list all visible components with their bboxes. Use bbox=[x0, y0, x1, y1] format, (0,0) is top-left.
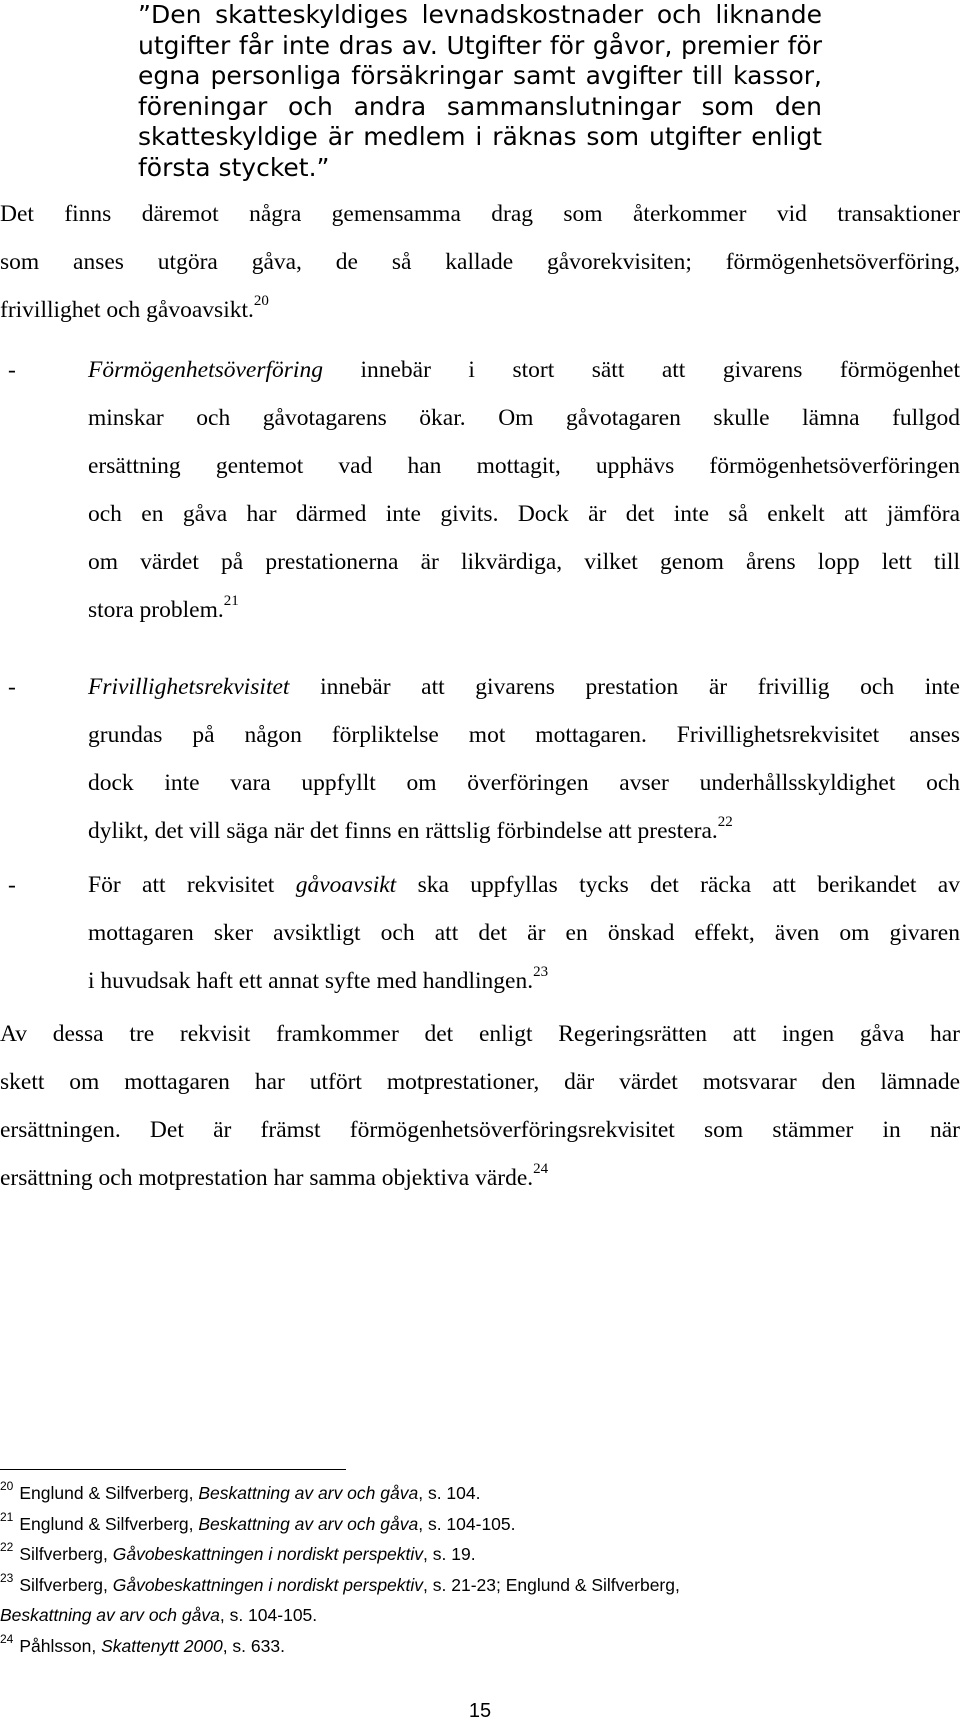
footnote-text: Silfverberg, bbox=[19, 1574, 113, 1595]
paragraph-line: Av dessa tre rekvisit framkommer det enligt Regeringsrätten att ingen gåva har bbox=[0, 1021, 960, 1047]
list-item-line: minskar och gåvotagarens ökar. Om gåvotagaren skulle lämna fullgod bbox=[88, 405, 960, 431]
list-item-line bbox=[88, 957, 960, 1005]
footnote-text: Englund & Silfverberg, bbox=[19, 1483, 199, 1503]
list-item-text: dylikt, det vill säga när det finns en rättslig förbindelse att prestera. bbox=[88, 818, 718, 844]
footnote-item bbox=[0, 1631, 960, 1662]
list-item-text: För att rekvisitet bbox=[88, 872, 296, 898]
list-item-line bbox=[88, 663, 960, 711]
list-item-text: stora problem. bbox=[88, 597, 224, 623]
quote-line: skatteskyldige är medlem i räknas som utgifter enligt bbox=[138, 122, 822, 151]
page-number: 15 bbox=[468, 1700, 492, 1722]
footnote-continuation bbox=[0, 1600, 960, 1631]
footnote-ref: 23 bbox=[533, 964, 549, 980]
list-item-text: ska uppfyllas tycks det räcka att berikandet av bbox=[396, 872, 960, 898]
list-item-line: och en gåva har därmed inte givits. Dock är det inte så enkelt att jämföra bbox=[88, 501, 960, 527]
footnote-text: , s. 104-105. bbox=[219, 1605, 318, 1625]
quote-line: ”Den skatteskyldiges levnadskostnader och liknande bbox=[138, 0, 822, 29]
paragraph-line: som anses utgöra gåva, de så kallade gåvorekvisiten; förmögenhetsöverföring, bbox=[0, 249, 960, 275]
footnote-number: 23 bbox=[0, 1570, 14, 1585]
footnote-text: Påhlsson, bbox=[19, 1635, 102, 1656]
quote-line: utgifter får inte dras av. Utgifter för gåvor, premier för bbox=[138, 30, 822, 60]
list-item-line: mottagaren sker avsiktligt och att det är en önskad effekt, även om givaren bbox=[88, 920, 960, 946]
footnote-item bbox=[0, 1478, 960, 1509]
list-item-line bbox=[88, 861, 960, 909]
list-item-line: grundas på någon förpliktelse mot mottagaren. Frivillighetsrekvisitet anses bbox=[88, 722, 960, 748]
list-item-text: innebär att givarens prestation är frivillig och inte bbox=[289, 674, 960, 700]
list-dash: - bbox=[8, 674, 16, 700]
footnote-text: , s. 104. bbox=[418, 1483, 481, 1503]
list-item-line bbox=[88, 807, 960, 855]
footnote-separator bbox=[0, 1469, 346, 1470]
list-item-line bbox=[88, 586, 960, 634]
list-dash: - bbox=[8, 357, 16, 383]
list-item-line: ersättning gentemot vad han mottagit, upphävs förmögenhetsöverföringen bbox=[88, 453, 960, 479]
paragraph-line-text: frivillighet och gåvoavsikt. bbox=[0, 297, 254, 323]
paragraph-line: ersättningen. Det är främst förmögenhetsöverföringsrekvisitet som stämmer in när bbox=[0, 1117, 960, 1143]
footnote-text: Silfverberg, bbox=[19, 1544, 113, 1564]
list-dash: - bbox=[8, 872, 16, 898]
footnote-number: 24 bbox=[0, 1631, 14, 1646]
footnote-title: Beskattning av arv och gåva bbox=[198, 1513, 419, 1534]
paragraph-gavorekvisit bbox=[0, 190, 960, 334]
footnote-ref: 20 bbox=[253, 293, 269, 309]
list-item-term: Frivillighetsrekvisitet bbox=[88, 674, 290, 700]
list-item-line: dock inte vara uppfyllt om överföringen avser underhållsskyldighet och bbox=[88, 770, 960, 796]
paragraph-line: skett om mottagaren har utfört motprestationer, där värdet motsvarar den lämnade bbox=[0, 1069, 960, 1095]
footnote-ref: 21 bbox=[223, 593, 239, 609]
list-item-line bbox=[88, 346, 960, 394]
paragraph-line-text: ersättning och motprestation har samma objektiva värde. bbox=[0, 1165, 534, 1191]
quote-line: första stycket.” bbox=[138, 152, 330, 182]
paragraph-line bbox=[0, 1154, 960, 1202]
footnote-title: Gåvobeskattningen i nordiskt perspektiv bbox=[112, 1544, 424, 1564]
footnote-ref: 22 bbox=[717, 814, 733, 830]
footnote-title: Beskattning av arv och gåva bbox=[0, 1605, 220, 1625]
quote-line: föreningar och andra sammanslutningar som den bbox=[138, 91, 822, 121]
list-item-text: i huvudsak haft ett annat syfte med handlingen. bbox=[88, 968, 534, 994]
paragraph-line: Det finns däremot några gemensamma drag som återkommer vid transaktioner bbox=[0, 201, 960, 227]
footnote-ref: 24 bbox=[533, 1161, 549, 1177]
footnote-item bbox=[0, 1570, 960, 1601]
footnote-text: , s. 633. bbox=[222, 1635, 285, 1656]
footnote-number: 21 bbox=[0, 1509, 14, 1524]
list-item-text: innebär i stort sätt att givarens förmögenhet bbox=[322, 357, 960, 383]
footnote-number: 20 bbox=[0, 1479, 14, 1493]
block-quote bbox=[138, 0, 822, 183]
footnote-text: , s. 104-105. bbox=[418, 1513, 516, 1534]
list-item-term: Förmögenhetsöverföring bbox=[88, 357, 323, 383]
footnote-title: Beskattning av arv och gåva bbox=[198, 1483, 419, 1503]
list-item-term: gåvoavsikt bbox=[295, 872, 397, 898]
list-item-line: om värdet på prestationerna är likvärdiga, vilket genom årens lopp lett till bbox=[88, 549, 960, 575]
paragraph-regeringsratten bbox=[0, 1010, 960, 1202]
footnote-title: Skattenytt 2000 bbox=[101, 1635, 223, 1656]
footnote-title: Gåvobeskattningen i nordiskt perspektiv bbox=[112, 1574, 424, 1595]
footnote-text: Englund & Silfverberg, bbox=[19, 1513, 199, 1534]
footnote-item bbox=[0, 1539, 960, 1570]
footnote-text: , s. 21-23; Englund & Silfverberg, bbox=[423, 1574, 680, 1595]
footnote-item bbox=[0, 1509, 960, 1540]
footnotes bbox=[0, 1478, 960, 1661]
footnote-number: 22 bbox=[0, 1540, 14, 1554]
paragraph-line bbox=[0, 286, 960, 334]
footnote-text: , s. 19. bbox=[423, 1544, 476, 1564]
quote-line: egna personliga försäkringar samt avgifter till kassor, bbox=[138, 61, 822, 90]
